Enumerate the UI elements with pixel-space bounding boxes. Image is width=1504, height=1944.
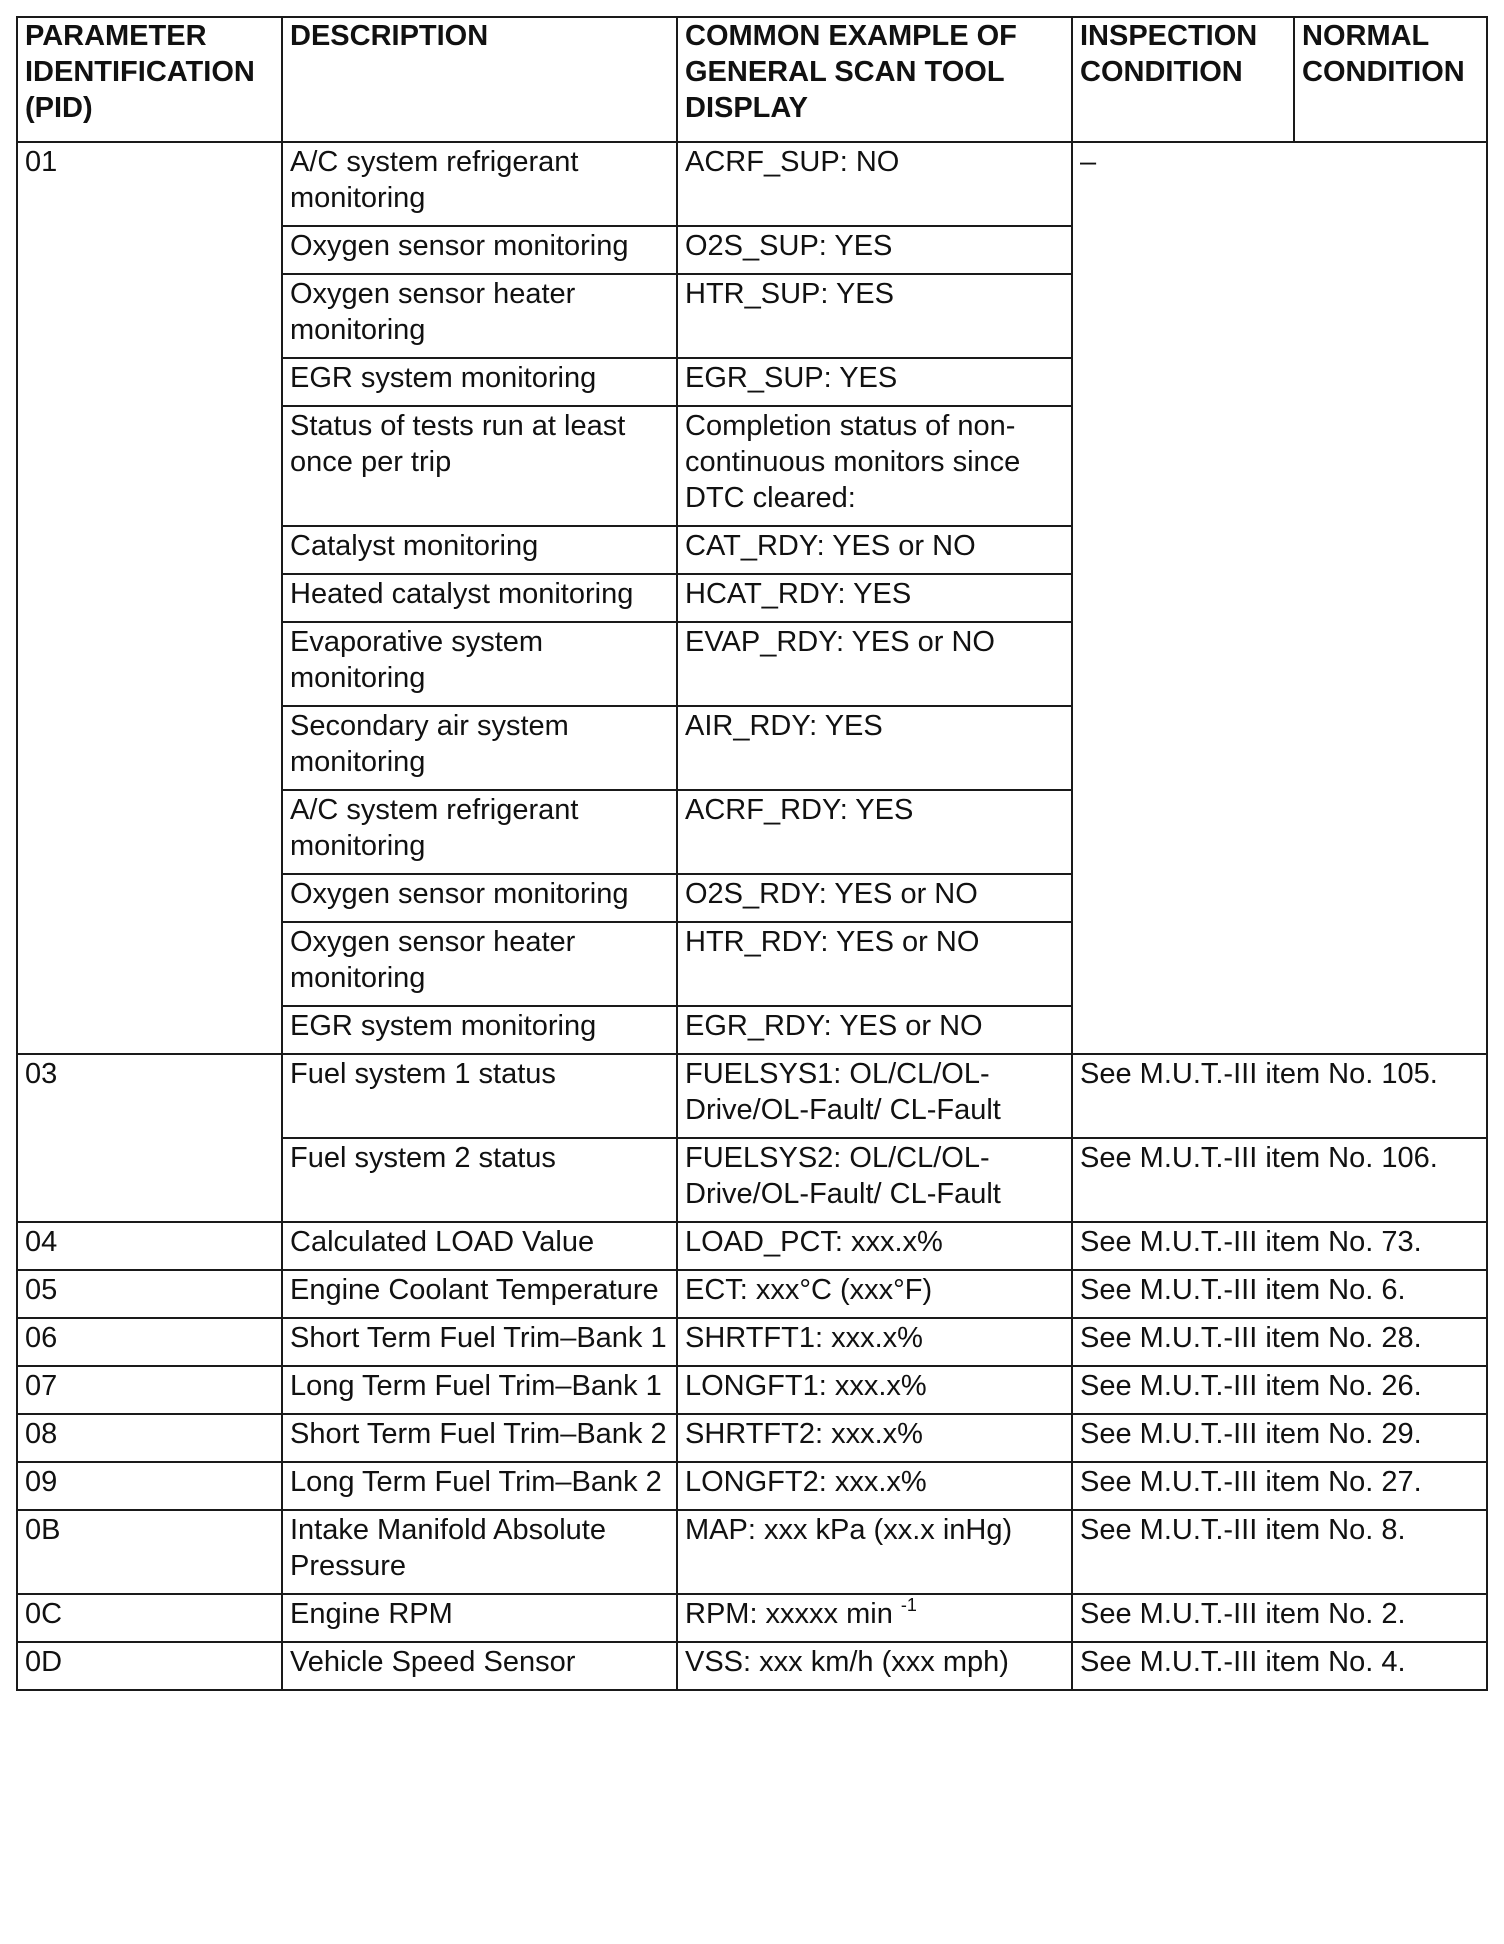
description-cell: Long Term Fuel Trim–Bank 2 [282, 1462, 677, 1510]
table-row [17, 1222, 1487, 1270]
display-cell: ACRF_RDY: YES [677, 790, 1072, 874]
display-cell: LONGFT2: xxx.x% [677, 1462, 1072, 1510]
description-cell: Long Term Fuel Trim–Bank 1 [282, 1366, 677, 1414]
display-cell: HTR_RDY: YES or NO [677, 922, 1072, 1006]
condition-cell: See M.U.T.-III item No. 8. [1072, 1510, 1487, 1594]
condition-cell: See M.U.T.-III item No. 73. [1072, 1222, 1487, 1270]
description-cell: Oxygen sensor monitoring [282, 874, 677, 922]
display-cell: HCAT_RDY: YES [677, 574, 1072, 622]
header-normal-condition: NORMAL CONDITION [1294, 17, 1487, 142]
table-row [17, 1462, 1487, 1510]
display-cell: FUELSYS2: OL/CL/OL-Drive/OL-Fault/ CL-Fault [677, 1138, 1072, 1222]
header-pid: PARAMETER IDENTIFICATION (PID) [17, 17, 282, 142]
pid-cell: 0D [17, 1642, 282, 1690]
condition-cell: – [1072, 142, 1487, 1054]
condition-cell: See M.U.T.-III item No. 27. [1072, 1462, 1487, 1510]
pid-cell: 0B [17, 1510, 282, 1594]
header-inspection-condition: INSPECTION CONDITION [1072, 17, 1294, 142]
table-row [17, 1594, 1487, 1642]
display-cell: LONGFT1: xxx.x% [677, 1366, 1072, 1414]
condition-cell: See M.U.T.-III item No. 105. [1072, 1054, 1487, 1138]
rpm-display-text: RPM: xxxxx min [685, 1598, 893, 1630]
description-cell: Short Term Fuel Trim–Bank 1 [282, 1318, 677, 1366]
header-description: DESCRIPTION [282, 17, 677, 142]
pid-cell: 04 [17, 1222, 282, 1270]
condition-cell: See M.U.T.-III item No. 29. [1072, 1414, 1487, 1462]
pid-table [16, 16, 1488, 1691]
description-cell: Fuel system 1 status [282, 1054, 677, 1138]
condition-cell: See M.U.T.-III item No. 26. [1072, 1366, 1487, 1414]
table-row [17, 1270, 1487, 1318]
pid-cell: 01 [17, 142, 282, 1054]
display-cell: SHRTFT1: xxx.x% [677, 1318, 1072, 1366]
pid-cell: 09 [17, 1462, 282, 1510]
description-cell: Oxygen sensor heater monitoring [282, 274, 677, 358]
description-cell: Calculated LOAD Value [282, 1222, 677, 1270]
description-cell: A/C system refrigerant monitoring [282, 790, 677, 874]
header-row [17, 17, 1487, 142]
display-cell: CAT_RDY: YES or NO [677, 526, 1072, 574]
table-row [17, 1414, 1487, 1462]
display-cell: VSS: xxx km/h (xxx mph) [677, 1642, 1072, 1690]
description-cell: Secondary air system monitoring [282, 706, 677, 790]
description-cell: Short Term Fuel Trim–Bank 2 [282, 1414, 677, 1462]
pid-cell: 06 [17, 1318, 282, 1366]
display-cell: MAP: xxx kPa (xx.x inHg) [677, 1510, 1072, 1594]
table-row [17, 1366, 1487, 1414]
display-cell: LOAD_PCT: xxx.x% [677, 1222, 1072, 1270]
display-cell: Completion status of non-continuous monitors since DTC cleared: [677, 406, 1072, 526]
display-cell: EGR_SUP: YES [677, 358, 1072, 406]
description-cell: A/C system refrigerant monitoring [282, 142, 677, 226]
rpm-unit-exponent: -1 [900, 1595, 917, 1615]
table-row [17, 1054, 1487, 1138]
display-cell: FUELSYS1: OL/CL/OL-Drive/OL-Fault/ CL-Fault [677, 1054, 1072, 1138]
description-cell: Oxygen sensor heater monitoring [282, 922, 677, 1006]
description-cell: Engine Coolant Temperature [282, 1270, 677, 1318]
header-display: COMMON EXAMPLE OF GENERAL SCAN TOOL DISPLAY [677, 17, 1072, 142]
display-cell: SHRTFT2: xxx.x% [677, 1414, 1072, 1462]
display-cell: O2S_RDY: YES or NO [677, 874, 1072, 922]
condition-cell: See M.U.T.-III item No. 106. [1072, 1138, 1487, 1222]
display-cell [677, 1594, 1072, 1642]
table-row [17, 1318, 1487, 1366]
display-cell: ACRF_SUP: NO [677, 142, 1072, 226]
condition-cell: See M.U.T.-III item No. 28. [1072, 1318, 1487, 1366]
display-cell: O2S_SUP: YES [677, 226, 1072, 274]
description-cell: Intake Manifold Absolute Pressure [282, 1510, 677, 1594]
description-cell: Catalyst monitoring [282, 526, 677, 574]
description-cell: Status of tests run at least once per trip [282, 406, 677, 526]
description-cell: Vehicle Speed Sensor [282, 1642, 677, 1690]
pid-cell: 05 [17, 1270, 282, 1318]
table-row [17, 1642, 1487, 1690]
condition-cell: See M.U.T.-III item No. 2. [1072, 1594, 1487, 1642]
pid-cell: 03 [17, 1054, 282, 1222]
table-row [17, 142, 1487, 226]
display-cell: HTR_SUP: YES [677, 274, 1072, 358]
display-cell: EGR_RDY: YES or NO [677, 1006, 1072, 1054]
description-cell: Evaporative system monitoring [282, 622, 677, 706]
description-cell: Oxygen sensor monitoring [282, 226, 677, 274]
description-cell: Engine RPM [282, 1594, 677, 1642]
description-cell: EGR system monitoring [282, 358, 677, 406]
pid-cell: 07 [17, 1366, 282, 1414]
display-cell: AIR_RDY: YES [677, 706, 1072, 790]
table-row [17, 1510, 1487, 1594]
description-cell: Fuel system 2 status [282, 1138, 677, 1222]
description-cell: EGR system monitoring [282, 1006, 677, 1054]
display-cell: ECT: xxx°C (xxx°F) [677, 1270, 1072, 1318]
condition-cell: See M.U.T.-III item No. 4. [1072, 1642, 1487, 1690]
display-cell: EVAP_RDY: YES or NO [677, 622, 1072, 706]
pid-cell: 08 [17, 1414, 282, 1462]
pid-cell: 0C [17, 1594, 282, 1642]
condition-cell: See M.U.T.-III item No. 6. [1072, 1270, 1487, 1318]
description-cell: Heated catalyst monitoring [282, 574, 677, 622]
